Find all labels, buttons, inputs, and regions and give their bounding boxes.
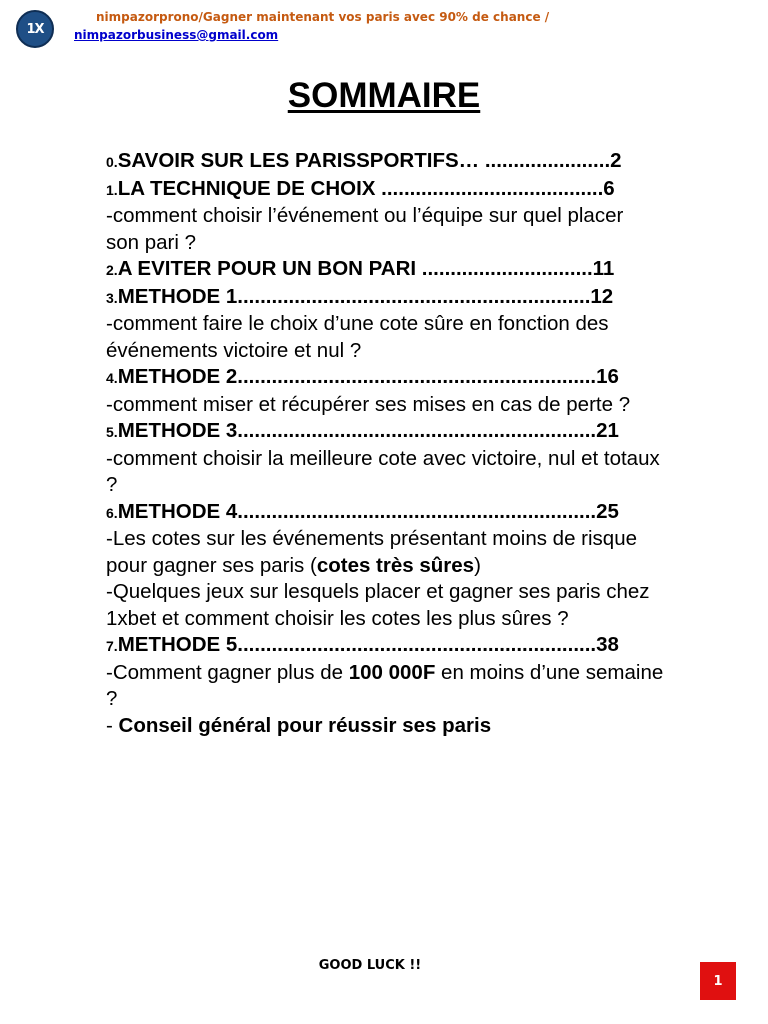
toc-entry[interactable]: [106, 176, 746, 204]
toc-description: 1xbet et comment choisir les cotes les plus sûres ?: [106, 606, 569, 630]
toc-entry-heading: A EVITER POUR UN BON PARI ..............................11: [117, 257, 615, 280]
toc-description-emphasis: cotes très sûres: [316, 553, 475, 577]
toc-description-emphasis: 100 000F: [348, 660, 436, 684]
toc-description: -comment miser et récupérer ses mises en cas de perte ?: [106, 392, 631, 416]
toc-entry[interactable]: [106, 284, 746, 312]
toc-description: -comment faire le choix d’une cote sûre en fonction des: [106, 312, 609, 335]
toc-description-text: pour gagner ses paris (: [106, 553, 317, 577]
toc-entry-number: 6.: [106, 504, 118, 521]
toc-entry-number: 0.: [106, 154, 118, 170]
toc-description: ?: [106, 687, 118, 710]
toc-entry-heading: LA TECHNIQUE DE CHOIX .......................................6: [117, 176, 615, 200]
toc-description: son pari ?: [106, 230, 197, 254]
toc-description: [106, 553, 746, 580]
toc-conseil-text: Conseil général pour réussir ses paris: [118, 713, 492, 737]
toc-description-text: en moins d’une semaine: [435, 660, 664, 684]
toc-description: [106, 660, 746, 687]
toc-entry-number: 4.: [106, 370, 118, 386]
toc-entry-heading: METHODE 3...............................................................21: [117, 419, 619, 442]
toc-entry[interactable]: [106, 256, 746, 284]
toc-entry-heading: METHODE 5...............................................................38: [117, 633, 619, 656]
toc-description: événements victoire et nul ?: [106, 338, 362, 362]
header-tagline: nimpazorprono/Gagner maintenant vos paris avec 90% de chance /: [96, 10, 550, 24]
page-header: [16, 8, 756, 48]
1xbet-logo-icon: [16, 10, 54, 48]
table-of-contents: [106, 148, 746, 739]
toc-description: -Quelques jeux sur lesquels placer et gagner ses paris chez: [106, 580, 650, 603]
toc-conseil-dash: -: [106, 713, 119, 737]
toc-entry-number: 3.: [106, 289, 118, 306]
toc-entry-number: 5.: [106, 424, 118, 440]
page-number-badge: 1: [700, 962, 736, 1000]
toc-entry[interactable]: [106, 148, 746, 176]
toc-description-text: -Comment gagner plus de: [106, 660, 349, 684]
footer-text: GOOD LUCK !!: [318, 958, 422, 973]
toc-description: ?: [106, 473, 118, 496]
header-email-link[interactable]: nimpazorbusiness@gmail.com: [74, 28, 279, 42]
toc-description: -Les cotes sur les événements présentant moins de risque: [106, 527, 637, 550]
toc-entry-number: 1.: [106, 181, 118, 198]
toc-entry[interactable]: [106, 499, 746, 527]
toc-description: -comment choisir la meilleure cote avec victoire, nul et totaux: [106, 446, 660, 470]
toc-entry[interactable]: [106, 632, 746, 660]
toc-entry-heading: METHODE 4...............................................................25: [117, 499, 619, 523]
toc-description-text: ): [474, 553, 481, 577]
toc-entry-number: 7.: [106, 638, 118, 654]
logo-text: 1X: [26, 21, 44, 37]
page-title: SOMMAIRE: [287, 76, 481, 115]
toc-entry-heading: METHODE 2...............................................................16: [117, 365, 619, 388]
toc-entry-heading: SAVOIR SUR LES PARISSPORTIFS… ......................2: [117, 149, 622, 172]
toc-conseil: [106, 713, 746, 740]
toc-description: -comment choisir l’événement ou l’équipe sur quel placer: [106, 204, 624, 227]
toc-entry-number: 2.: [106, 262, 118, 278]
toc-entry[interactable]: [106, 364, 746, 392]
toc-entry-heading: METHODE 1..............................................................12: [117, 284, 614, 308]
toc-entry[interactable]: [106, 418, 746, 446]
